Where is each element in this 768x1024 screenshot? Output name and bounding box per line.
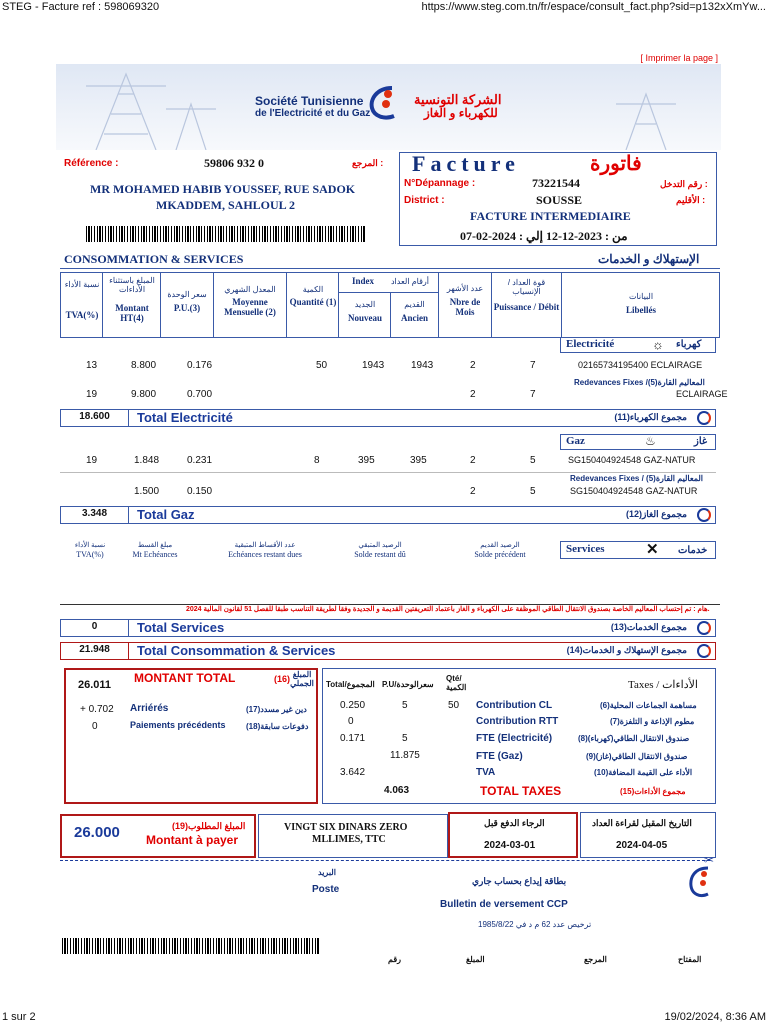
lightbulb-icon: ☼ (652, 337, 664, 352)
elec-row1-libelle: 02165734195400 ECLAIRAGE (578, 360, 703, 370)
tax-fte-elec-total: 0.171 (340, 733, 366, 744)
company-name-fr-1: Société Tunisienne (255, 94, 364, 108)
taxes-total-ar: (15)مجموع الأداءات (620, 787, 686, 796)
ccp-ar: بطاقة إيداع بحساب جاري (472, 876, 567, 886)
col-index-ar: أرقام العداد (390, 277, 430, 286)
col-mois-ar: عدد الأشهر (446, 284, 484, 293)
tax-fte-elec-pu: 5 (402, 733, 408, 744)
gaz-label: Gaz (566, 435, 585, 447)
col-moyenne: Moyenne Mensuelle (2) (224, 297, 276, 317)
total-electricite (60, 409, 716, 427)
elec-row1-ancien: 1943 (411, 360, 434, 371)
svc-col-mt-ar: مبلغ القسط (137, 542, 173, 549)
gaz-row1-ancien: 395 (410, 455, 427, 466)
svc-col-ech-ar: عدد الأقساط المتبقية (234, 542, 296, 549)
next-reading-label-ar: التاريخ المقبل لقراءة العداد (592, 818, 692, 828)
gaz-row2-mois: 2 (470, 486, 476, 497)
taxes-col-qte: Qté/الكمية (446, 674, 467, 692)
elec-row2-libelle: ECLAIRAGE (676, 389, 728, 399)
arrieres-value: + 0.702 (80, 704, 114, 715)
coupon-field-3: المرجع (584, 955, 607, 964)
section-title-fr: CONSOMMATION & SERVICES (64, 252, 244, 266)
col-quantite-ar: الكمية (302, 285, 324, 294)
taxes-col-pu: P.U/سعرالوحدة (382, 680, 434, 689)
total-services (60, 619, 716, 637)
steg-logo-icon (366, 82, 400, 122)
elec-row1-montant: 8.800 (131, 360, 157, 371)
elec-row1-puissance: 7 (530, 360, 536, 371)
total-gaz-label: Total Gaz (137, 507, 195, 522)
coupon-field-2: المبلغ (466, 955, 485, 964)
client-name-line1: MR MOHAMED HABIB YOUSSEF, RUE SADOK (90, 182, 356, 196)
tax-fte-gaz-pu: 11.875 (390, 750, 420, 761)
elec-row2-montant: 9.800 (131, 389, 157, 400)
taxes-title: Taxes / الأداءات (628, 679, 698, 691)
company-name-fr-2: de l'Electricité et du Gaz (255, 108, 371, 119)
deadline-value: 2024-03-01 (484, 840, 536, 851)
depannage-label: N°Dépannage : (404, 178, 476, 189)
tax-fte-elec-ar: (8)صندوق الانتقال الطاقي(كهرباء) (578, 734, 690, 743)
paiements-label: Paiements précédents (130, 720, 226, 730)
gaz-label-ar: غاز (694, 436, 708, 447)
col-puissance-ar: قوة العداد / الإنسياب (507, 278, 546, 296)
client-barcode (86, 226, 366, 242)
elec-row2-puissance: 7 (530, 389, 536, 400)
steg-mini-logo-icon (697, 411, 711, 425)
electricite-label-ar: كهرباء (676, 339, 702, 350)
tax-tva-total: 3.642 (340, 767, 366, 778)
gaz-row2-libelle: SG150404924548 GAZ-NATUR (570, 486, 698, 496)
elec-row2-mois: 2 (470, 389, 476, 400)
reference-label: Référence : (64, 158, 119, 169)
col-pu-ar: سعر الوحدة (167, 290, 207, 299)
tax-fte-elec-label: FTE (Electricité) (476, 733, 553, 744)
reference-value: 59806 932 0 (204, 156, 264, 170)
services-label: Services (566, 543, 605, 555)
steg-logo-icon (688, 864, 712, 900)
total-services-ar: مجموع الخدمات(13) (610, 622, 687, 632)
col-ancien-ar: القديم (404, 300, 425, 309)
steg-mini-logo-icon (697, 508, 711, 522)
tax-fte-gaz-ar: (9)صندوق الانتقال الطاقي(غاز) (586, 752, 688, 761)
total-electricite-value: 18.600 (61, 410, 129, 426)
svc-col-solde-prec: Solde précédent (474, 550, 526, 559)
gaz-row1-nouveau: 395 (358, 455, 375, 466)
col-ancien: Ancien (401, 313, 428, 323)
gaz-row1-libelle: SG150404924548 GAZ-NATUR (568, 455, 696, 465)
page-number: 1 sur 2 (2, 1011, 36, 1023)
montant-total-label: MONTANT TOTAL (134, 671, 236, 685)
total-cs-label: Total Consommation & Services (137, 643, 336, 658)
company-name-ar-1: الشركة التونسية (414, 92, 502, 107)
poste-label: Poste (312, 884, 340, 895)
tax-tva-label: TVA (476, 767, 496, 778)
fte-notice: هام : تم إحتساب المعاليم الخاصة بصندوق الانتقال الطاقي الموظفة على الكهرباء و الغاز باعتماد التعريفتين القديمة و الجديدة وفقا لطريقة التناسب طبقا للفصل 51 لقانون المالية 2024. (186, 606, 710, 613)
gaz-row2-libelle-title: Redevances Fixes / (5)المعاليم القارة (570, 474, 704, 483)
elec-row1-pu: 0.176 (187, 360, 213, 371)
col-moyenne-ar: المعدل الشهري (224, 285, 276, 294)
tax-cl-qte: 50 (448, 700, 460, 711)
col-libelles: Libellés (625, 305, 656, 315)
tax-rtt-total: 0 (348, 716, 354, 727)
total-cs-ar: مجموع الإستهلاك و الخدمات(14) (566, 645, 687, 655)
svc-col-tva-ar: نسبة الأداء (74, 542, 106, 549)
col-libelles-ar: البيانات (628, 292, 654, 301)
district-label-ar: الأقليم : (676, 195, 706, 205)
coupon-field-1: رقم (388, 955, 402, 964)
total-services-label: Total Services (137, 620, 225, 635)
flame-icon: ♨ (645, 434, 656, 448)
col-tva-ar: نسبة الأداء (64, 280, 100, 289)
tax-cl-total: 0.250 (340, 700, 366, 711)
tools-icon: ✕ (646, 541, 659, 558)
total-consommation-services (60, 642, 716, 660)
total-electricite-label: Total Electricité (137, 410, 233, 425)
montant-total-num: (16) (274, 674, 291, 684)
svc-col-solde-prec-ar: الرصيد القديم (480, 542, 520, 549)
print-link[interactable]: [ Imprimer la page ] (640, 53, 718, 63)
gaz-row2-montant: 1.500 (134, 486, 160, 497)
coupon-barcode (62, 938, 320, 954)
col-montant-ar: المبلغ باستثناء الأداءات (109, 276, 155, 294)
montant-payer-ar: (19)المبلغ المطلوب (172, 821, 246, 831)
depannage-value: 73221544 (532, 176, 580, 190)
col-mois: Nbre de Mois (449, 297, 481, 317)
elec-row1-quantite: 50 (316, 360, 328, 371)
total-cs-value: 21.948 (61, 643, 129, 659)
elec-row2-pu: 0.700 (187, 389, 213, 400)
total-gaz-ar: مجموع الغاز(12) (625, 509, 687, 519)
print-datetime: 19/02/2024, 8:36 AM (664, 1011, 766, 1023)
gaz-row2-puissance: 5 (530, 486, 536, 497)
elec-row1-mois: 2 (470, 360, 476, 371)
poste-ar: البريد (318, 868, 336, 877)
col-tva: TVA(%) (65, 310, 99, 320)
company-name-ar-2: للكهرباء و الغاز (424, 106, 498, 120)
taxes-col-total: Total/المجموع (326, 680, 375, 689)
facture-type: FACTURE INTERMEDIAIRE (470, 209, 631, 223)
deadline-label-ar: الرجاء الدفع قبل (484, 818, 545, 828)
col-index: Index (351, 276, 374, 286)
steg-mini-logo-icon (697, 621, 711, 635)
tax-cl-label: Contribution CL (476, 700, 553, 711)
next-reading-value: 2024-04-05 (616, 840, 668, 851)
total-services-value: 0 (61, 620, 129, 636)
cut-line (60, 860, 710, 861)
services-label-ar: خدمات (678, 545, 708, 556)
montant-total-ar: المبلغ الجملي (290, 670, 314, 688)
gaz-row1-pu: 0.231 (187, 455, 213, 466)
gaz-row1-puissance: 5 (530, 455, 536, 466)
tax-rtt-label: Contribution RTT (476, 716, 559, 727)
facture-period: من : 2023-12-12 إلي : 2024-02-07 (460, 229, 628, 243)
district-label: District : (404, 195, 445, 206)
montant-total-value: 26.011 (78, 679, 112, 691)
facture-title-ar: فاتورة (590, 153, 642, 175)
col-nouveau-ar: الجديد (354, 300, 376, 309)
svc-col-solde-rest: Solde restant dû (354, 550, 406, 559)
tax-cl-ar: مساهمة الجماعات المحلية(6) (600, 701, 697, 710)
ccp-label: Bulletin de versement CCP (440, 899, 568, 910)
reference-label-ar: المرجع : (352, 158, 384, 168)
tax-tva-ar: (10)الأداء على القيمة المضافة (594, 768, 693, 777)
paiements-value: 0 (92, 721, 98, 732)
col-nouveau: Nouveau (347, 313, 382, 323)
tax-fte-gaz-label: FTE (Gaz) (476, 751, 523, 762)
browser-url[interactable]: https://www.steg.com.tn/fr/espace/consult_fact.php?sid=p132xXmYw... (421, 1, 766, 13)
browser-title: STEG - Facture ref : 598069320 (2, 1, 160, 13)
montant-words-1: VINGT SIX DINARS ZERO (284, 822, 408, 833)
arrieres-ar: دين غير مسدد(17) (246, 705, 307, 714)
gaz-row1-quantite: 8 (314, 455, 320, 466)
tax-cl-pu: 5 (402, 700, 408, 711)
gaz-row1-mois: 2 (470, 455, 476, 466)
gaz-row1-tva: 19 (86, 455, 98, 466)
gaz-row1-montant: 1.848 (134, 455, 160, 466)
elec-row1-tva: 13 (86, 360, 98, 371)
electricite-label: Electricité (566, 338, 615, 350)
gaz-row2-pu: 0.150 (187, 486, 213, 497)
col-pu: P.U.(3) (173, 303, 201, 313)
montant-words-2: MLLIMES, TTC (312, 834, 386, 845)
elec-row2-libelle-title: Redevances Fixes /(5)المعاليم القارة (574, 378, 705, 387)
coupon-field-4: المفتاح (678, 955, 702, 964)
montant-payer-value: 26.000 (74, 824, 120, 841)
tax-rtt-ar: مطوم الإذاعة و التلفزة(7) (610, 717, 695, 726)
svc-col-tva: TVA(%) (76, 550, 104, 559)
svc-col-mt: Mt Echéances (132, 550, 178, 559)
arrieres-label: Arriérés (130, 703, 169, 714)
svc-col-solde-rest-ar: الرصيد المتبقي (358, 542, 402, 549)
paiements-ar: دفوعات سابقة(18) (246, 722, 309, 731)
steg-mini-logo-icon (697, 644, 711, 658)
depannage-label-ar: رقم التدخل : (660, 179, 708, 189)
col-puissance: Puissance / Débit (493, 302, 560, 312)
taxes-total-value: 4.063 (384, 785, 410, 796)
client-name-line2: MKADDEM, SAHLOUL 2 (156, 198, 296, 212)
district-value: SOUSSE (536, 193, 583, 207)
svc-col-ech: Echéances restant dues (228, 550, 302, 559)
total-electricite-ar: مجموع الكهرباء(11) (614, 412, 687, 422)
ccp-authorization: ترخيص عدد 62 م د في 1985/8/22 (478, 920, 592, 929)
col-quantite: Quantité (1) (289, 297, 337, 307)
col-montant: Montant HT(4) (115, 303, 149, 323)
montant-payer-label: Montant à payer (146, 833, 239, 847)
total-gaz-value: 3.348 (61, 507, 129, 523)
facture-title-fr: Facture (412, 151, 520, 176)
section-title-ar: الإستهلاك و الخدمات (598, 252, 700, 266)
total-gaz (60, 506, 716, 524)
elec-row1-nouveau: 1943 (362, 360, 385, 371)
elec-row2-tva: 19 (86, 389, 98, 400)
taxes-total-label: TOTAL TAXES (480, 784, 562, 798)
scissors-icon: ✂ (704, 853, 715, 867)
